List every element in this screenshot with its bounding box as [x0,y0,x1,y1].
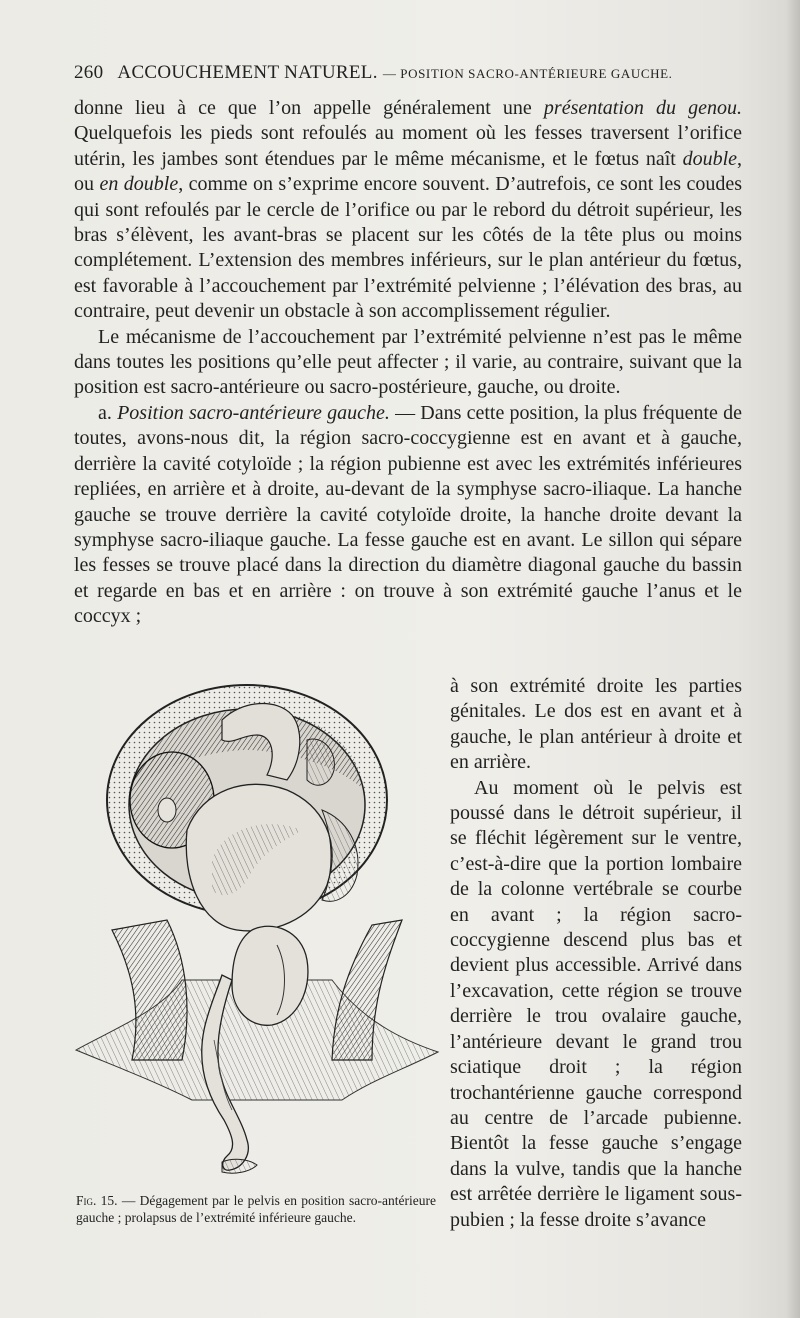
text-run: — Dans cette position, la plus fréquente de toutes, avons-nous dit, la région sacro-coccygienne est en avant et à gauche, derrière la cavité cotyloïde ; la région pubienne est avec les extrémités inférieures repliées, en arrière et à droite, au-devant de la symphyse sacro-iliaque. La hanche gauche se trouve derrière la cavité cotyloïde droite, la hanche droite devant la symphyse sacro-iliaque gauche. La fesse gauche est en avant. Le sillon qui sépare les fesses se trouve placé dans la direction du diamètre diagonal gauche du bassin et regarde en bas et en arrière : on trouve à son extrémité gauche l’anus et le coccyx ; [74,401,742,628]
italic-text: Position sacro-antérieure gauche. [117,401,390,424]
running-title: ACCOUCHEMENT NATUREL. [117,62,378,83]
italic-text: double [682,147,737,170]
page-edge-shadow [786,0,800,1318]
italic-text: en double [99,173,179,196]
body-paragraph [74,401,742,630]
page-number: 260 [74,62,104,83]
body-paragraph [74,96,742,325]
right-column-paragraph: Au moment où le pelvis est poussé dans le détroit supérieur, il se fléchit légèrement sur le ventre, c’est-à-dire que la portion lombaire de la colonne vertébrale se courbe en avant ; la région sacro-coccygienne descend plus bas et devient plus accessible. Arrivé dans l’excavation, cette région se trouve derrière le trou ovalaire gauche, l’antérieure devant le grand trou sciatique droit ; la région trochantérienne gauche correspond au centre de l’arcade pubienne. Bientôt la fesse gauche s’engage dans la vulve, tandis que la hanche est arrêtée derrière le ligament sous-pubien ; la fesse droite s’avance [450,776,742,1231]
running-subtitle: — POSITION SACRO-ANTÉRIEURE GAUCHE. [382,66,673,81]
text-run: a. [98,401,118,424]
right-column-text [450,674,742,1233]
text-run: Le mécanisme de l’accouchement par l’extrémité pelvienne n’est pas le même dans toutes les positions qu’elle peut affecter ; il varie, au contraire, suivant que la position est sacro-antérieure ou sacro-postérieure, gauche, ou droite. [74,325,742,399]
running-header [74,62,734,84]
body-text [74,96,742,630]
text-run: , ou [74,147,742,196]
figure-caption [76,1192,436,1226]
body-paragraph [74,325,742,401]
figure-label: Fig. 15. [76,1193,118,1208]
right-column-paragraph: à son extrémité droite les parties génitales. Le dos est en avant et à gauche, le plan antérieur à droite et en arrière. [450,675,742,774]
uterus-fetus-engraving [72,680,442,1185]
text-run: , comme on s’exprime encore souvent. D’autrefois, ce sont les coudes qui sont refoulés par le cercle de l’orifice ou par le rebord du détroit supérieur, les bras s’élèvent, les avant-bras se placent sur les côtés de la tête plus ou moins complétement. L’extension des membres inférieurs, sur le plan antérieur du fœtus, est favorable à l’accouchement par l’extrémité pelvienne ; l’élévation des bras, au contraire, peut devenir un obstacle à son accomplissement régulier. [74,173,742,323]
figure-caption-text: — Dégagement par le pelvis en position sacro-antérieure gauche ; prolapsus de l’extrémité inférieure gauche. [76,1193,436,1225]
text-run: Quelquefois les pieds sont refoulés au moment où les fesses traversent l’orifice utérin, les jambes sont étendues par le même mécanisme, et le fœtus naît [74,122,742,170]
italic-text: présentation du genou. [543,97,742,119]
figure-engraving [72,680,442,1185]
text-run: donne lieu à ce que l’on appelle généralement une [74,97,544,119]
